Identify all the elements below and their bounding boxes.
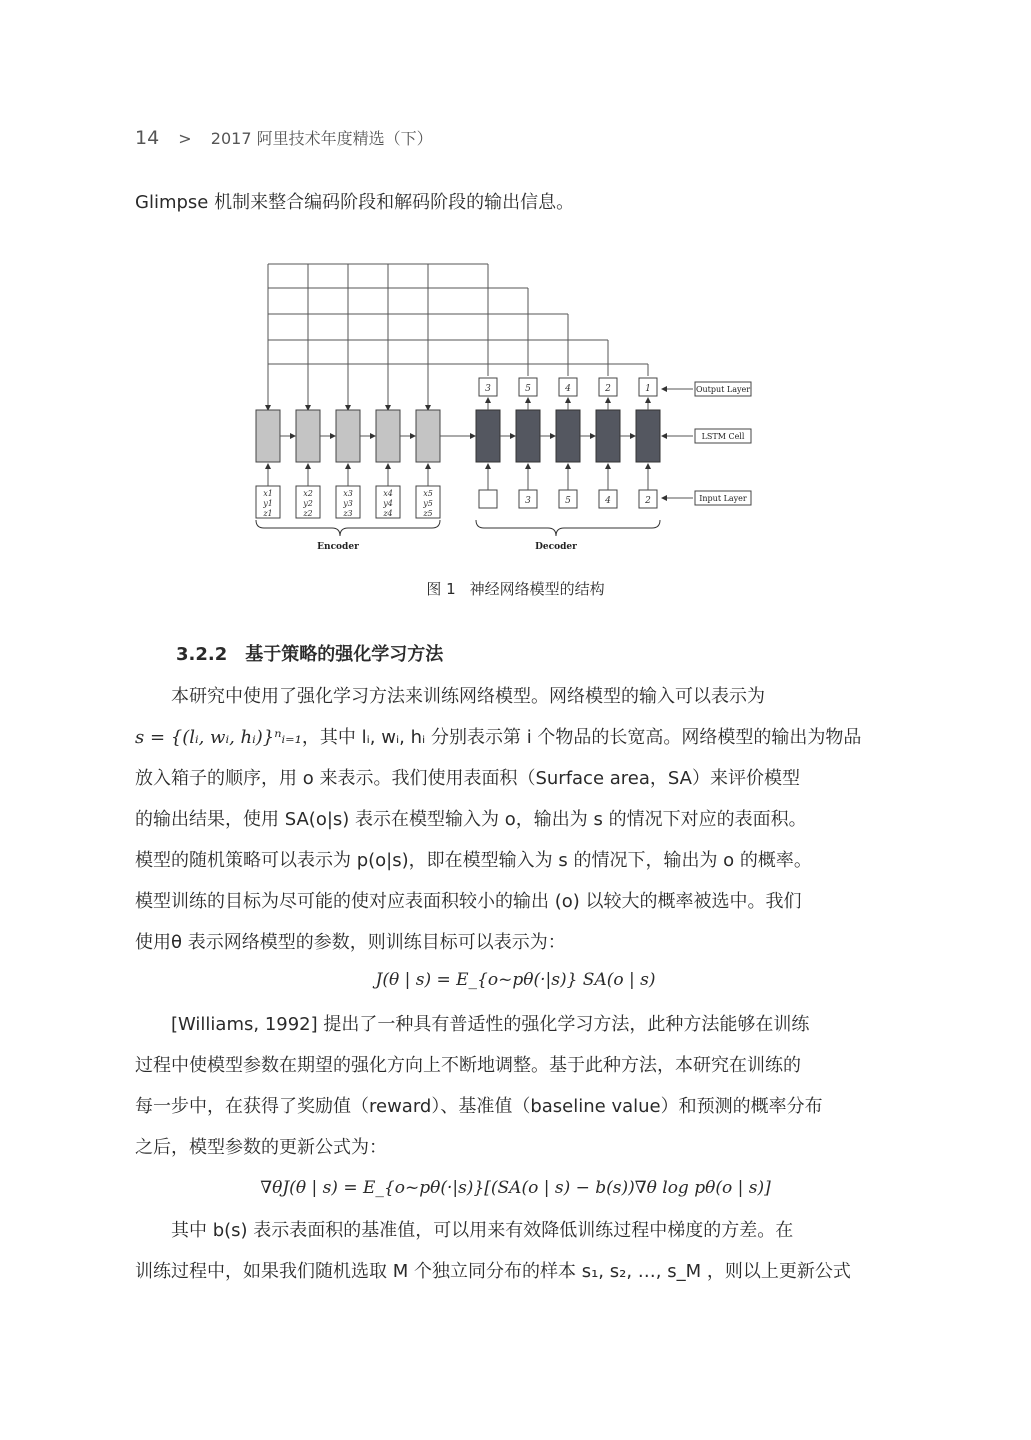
legend-label: Output Layer — [695, 385, 751, 394]
decoder-lstm-cell — [516, 410, 540, 462]
decoder-input-label: 4 — [605, 496, 611, 506]
paragraph-2 — [135, 1004, 870, 1168]
output-label: 3 — [485, 384, 491, 394]
output-label: 2 — [605, 384, 611, 394]
figure-caption-text: 神经网络模型的结构 — [469, 580, 605, 598]
encoder-input-label: z1 — [263, 509, 273, 518]
output-label: 5 — [525, 384, 531, 394]
para2-line: 之后，模型参数的更新公式为： — [135, 1137, 387, 1158]
figure-caption — [0, 578, 1031, 599]
para2-line: 每一步中，在获得了奖励值（reward）、基准值（baseline value）和预测的概率分布 — [135, 1096, 823, 1117]
figure-caption-number: 图 1 — [426, 580, 456, 598]
encoder-input-label: x3 — [343, 489, 353, 498]
para1-line: 模型训练的目标为尽可能的使对应表面积较小的输出 (o) 以较大的概率被选中。我们 — [135, 891, 802, 912]
equation-gradient: ∇θJ(θ | s) = E_{o~pθ(·|s)}[(SA(o | s) − b(s))∇θ log pθ(o | s)] — [260, 1178, 771, 1198]
section-title: 基于策略的强化学习方法 — [245, 644, 444, 665]
encoder-input-label: x2 — [303, 489, 313, 498]
encoder-input-label: x5 — [423, 489, 433, 498]
network-diagram — [238, 258, 758, 558]
header-separator: > — [178, 129, 192, 148]
decoder-lstm-cell — [556, 410, 580, 462]
decoder-lstm-cell — [596, 410, 620, 462]
para1-line: 使用θ 表示网络模型的参数，则训练目标可以表示为： — [135, 932, 566, 953]
encoder-lstm-cell — [336, 410, 360, 462]
section-heading — [176, 640, 443, 666]
book-title: 2017 阿里技术年度精选（下） — [210, 129, 433, 148]
encoder-lstm-cell — [256, 410, 280, 462]
encoder-input-label: z3 — [343, 509, 353, 518]
para1-line: 模型的随机策略可以表示为 p(o|s)，即在模型输入为 s 的情况下，输出为 o 的概率。 — [135, 850, 812, 871]
decoder-input-label: 5 — [565, 496, 571, 506]
decoder-lstm-cell — [476, 410, 500, 462]
paragraph-1 — [135, 676, 870, 963]
encoder-input-label: y2 — [303, 499, 313, 508]
encoder-input-label: z5 — [423, 509, 433, 518]
paragraph-3 — [135, 1210, 870, 1292]
para1-line-rest: ，其中 lᵢ, wᵢ, hᵢ 分别表示第 i 个物品的长宽高。网络模型的输出为物品 — [301, 727, 862, 748]
decoder-label: Decoder — [535, 542, 577, 552]
encoder-lstm-cell — [376, 410, 400, 462]
encoder-input-label: z4 — [383, 509, 393, 518]
section-number: 3.2.2 — [176, 644, 228, 665]
encoder-label: Encoder — [317, 542, 359, 552]
encoder-input-label: x4 — [383, 489, 393, 498]
output-label: 1 — [645, 384, 651, 394]
legend-label: LSTM Cell — [701, 432, 745, 441]
encoder-input-label: z2 — [303, 509, 313, 518]
encoder-brace — [256, 520, 440, 536]
encoder-input-label: y4 — [383, 499, 393, 508]
encoder-lstm-cell — [416, 410, 440, 462]
decoder-input-box — [479, 490, 497, 508]
para1-line: 的输出结果，使用 SA(o|s) 表示在模型输入为 o，输出为 s 的情况下对应的表面积。 — [135, 809, 807, 830]
para1-line-formula — [135, 717, 870, 758]
decoder-input-label: 2 — [645, 496, 651, 506]
decoder-input-label: 3 — [525, 496, 531, 506]
legend-label: Input Layer — [699, 494, 747, 503]
page-header — [135, 126, 433, 149]
encoder-lstm-cell — [296, 410, 320, 462]
para2-line: [Williams, 1992] 提出了一种具有普适性的强化学习方法，此种方法能够在训练 — [171, 1014, 810, 1035]
para3-line: 训练过程中，如果我们随机选取 M 个独立同分布的样本 s₁, s₂, …, s_M ，则以上更新公式 — [135, 1261, 851, 1282]
input-formula: s = {(lᵢ, wᵢ, hᵢ)}ⁿᵢ₌₁ — [135, 727, 302, 748]
decoder-brace — [476, 520, 660, 536]
encoder-input-label: y1 — [263, 499, 273, 508]
para1-line: 本研究中使用了强化学习方法来训练网络模型。网络模型的输入可以表示为 — [171, 686, 765, 707]
intro-paragraph: Glimpse 机制来整合编码阶段和解码阶段的输出信息。 — [135, 192, 575, 213]
encoder-input-label: x1 — [263, 489, 273, 498]
decoder-lstm-cell — [636, 410, 660, 462]
encoder-input-label: y3 — [343, 499, 353, 508]
figure-network-structure — [238, 258, 758, 558]
page-number: 14 — [135, 127, 160, 149]
equation-objective: J(θ | s) = E_{o~pθ(·|s)} SA(o | s) — [375, 970, 656, 990]
para2-line: 过程中使模型参数在期望的强化方向上不断地调整。基于此种方法，本研究在训练的 — [135, 1055, 801, 1076]
para3-line: 其中 b(s) 表示表面积的基准值，可以用来有效降低训练过程中梯度的方差。在 — [171, 1220, 794, 1241]
output-label: 4 — [565, 384, 571, 394]
encoder-input-label: y5 — [423, 499, 433, 508]
para1-line: 放入箱子的顺序，用 o 来表示。我们使用表面积（Surface area，SA）来评价模型 — [135, 768, 800, 789]
